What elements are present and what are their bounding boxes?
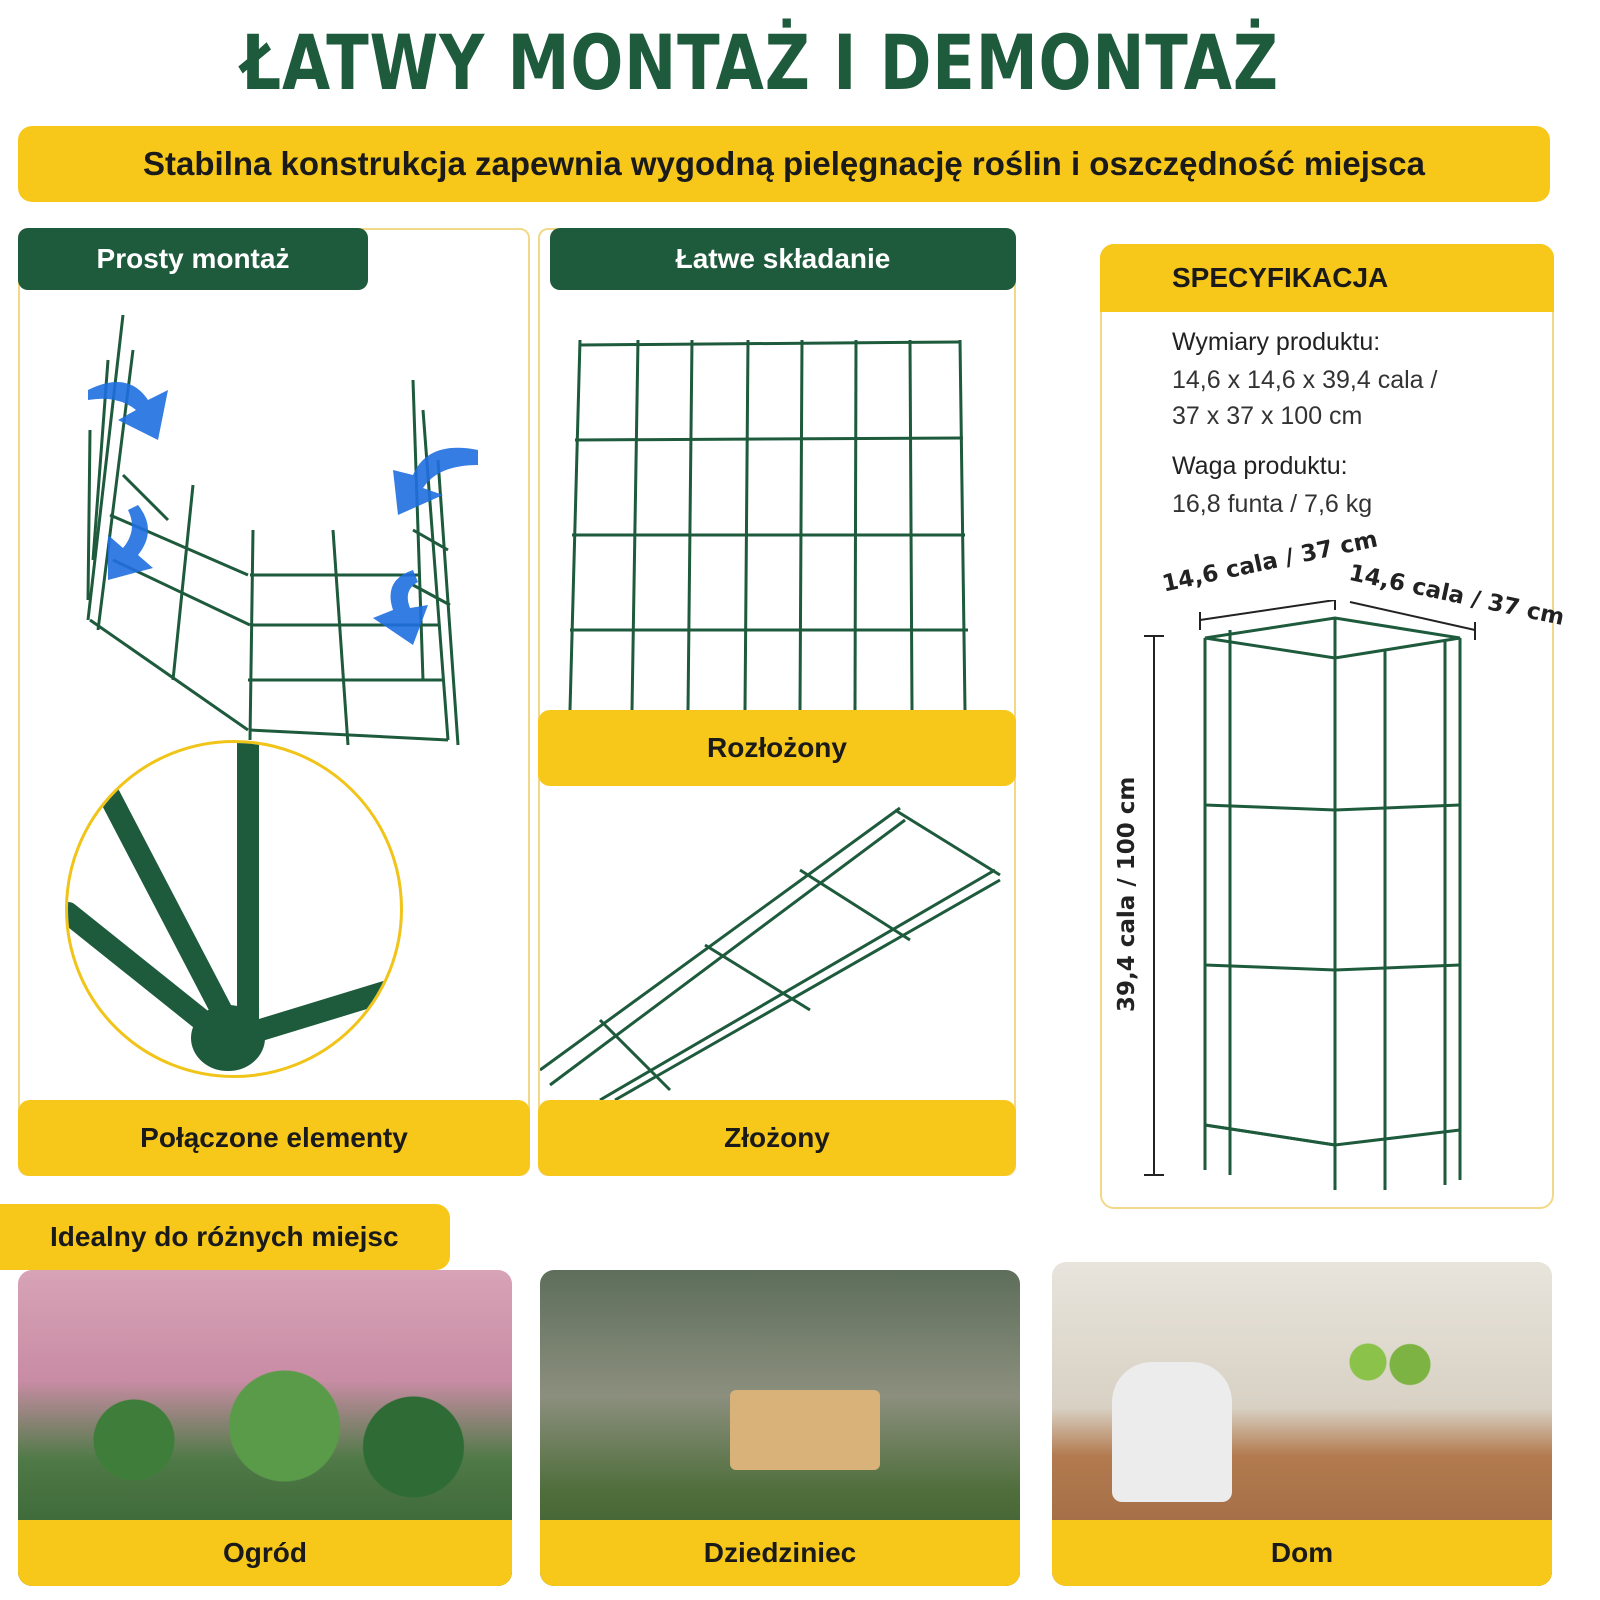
garden-foliage <box>48 1370 478 1510</box>
places-heading: Idealny do różnych miejsc <box>0 1204 450 1270</box>
page-title: ŁATWY MONTAŻ I DEMONTAŻ <box>241 18 1279 107</box>
joint-detail-circle <box>65 740 403 1078</box>
assembly-illustration <box>18 300 530 770</box>
folded-grid <box>540 800 1010 1100</box>
home-fruit-bowl <box>1332 1342 1452 1392</box>
photo-garden <box>18 1270 512 1586</box>
home-chair <box>1112 1362 1232 1502</box>
tower-diagram <box>1140 600 1540 1200</box>
label-courtyard: Dziedziniec <box>540 1520 1020 1586</box>
width-label-right: 14,6 cala / 37 cm <box>1346 560 1567 632</box>
weight-value: 16,8 funta / 7,6 kg <box>1172 490 1373 518</box>
subtitle-bar: Stabilna konstrukcja zapewnia wygodną pielęgnację roślin i oszczędność miejsca <box>18 126 1550 202</box>
weight-label: Waga produktu: <box>1172 452 1348 480</box>
width-label-left: 14,6 cala / 37 cm <box>1160 526 1380 598</box>
unfolded-grid <box>560 330 980 710</box>
label-home: Dom <box>1052 1520 1552 1586</box>
connected-label: Połączone elementy <box>18 1100 530 1176</box>
courtyard-table <box>730 1390 880 1470</box>
label-garden: Ogród <box>18 1520 512 1586</box>
assembly-tab: Prosty montaż <box>18 228 368 290</box>
unfolded-label: Rozłożony <box>538 710 1016 786</box>
dimensions-line1: 14,6 x 14,6 x 39,4 cala / <box>1172 366 1438 394</box>
folded-label: Złożony <box>538 1100 1016 1176</box>
photo-home <box>1052 1262 1552 1586</box>
height-label: 39,4 cala / 100 cm <box>1114 776 1140 1012</box>
folding-tab: Łatwe składanie <box>550 228 1016 290</box>
photo-courtyard <box>540 1270 1020 1586</box>
dimensions-label: Wymiary produktu: <box>1172 328 1381 356</box>
spec-heading: SPECYFIKACJA <box>1100 244 1554 312</box>
dimensions-line2: 37 x 37 x 100 cm <box>1172 402 1363 430</box>
